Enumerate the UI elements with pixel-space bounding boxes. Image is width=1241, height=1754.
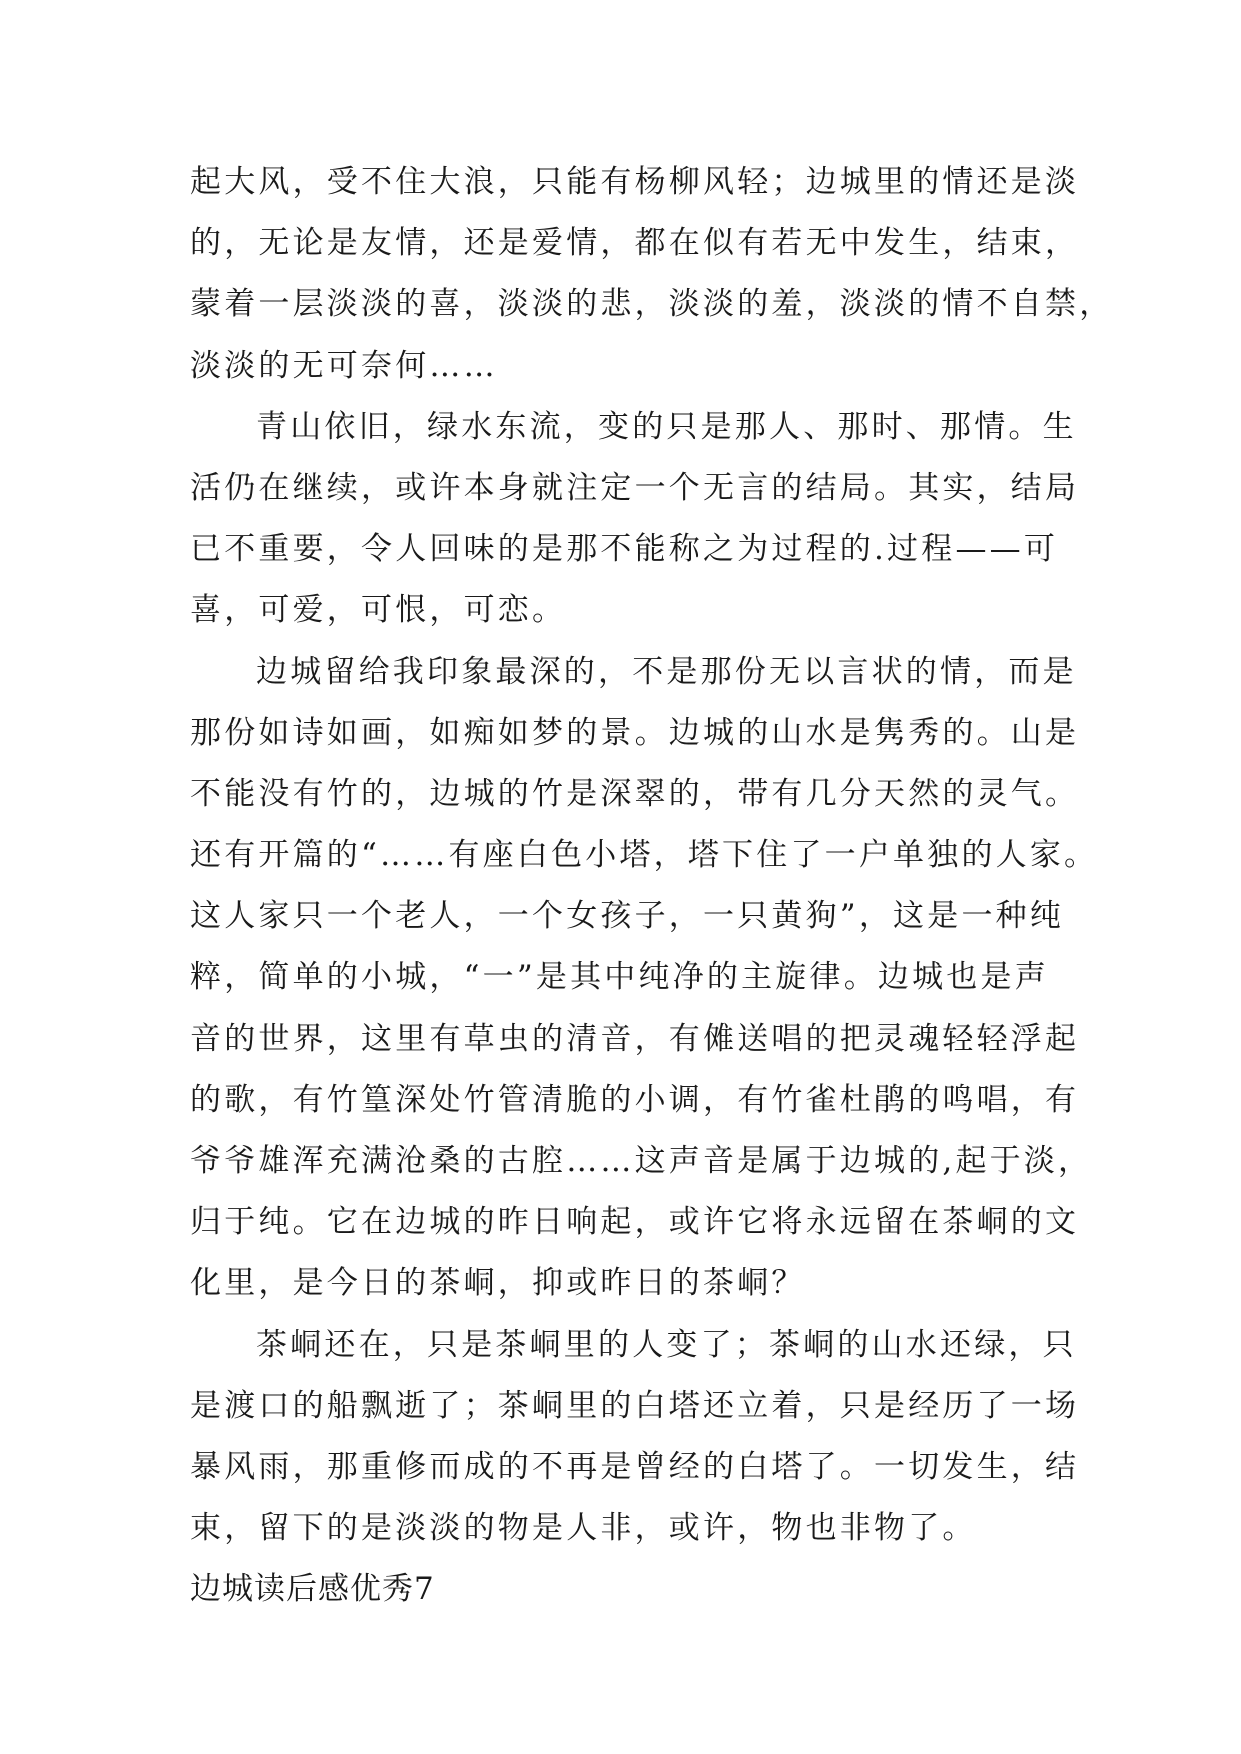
text-line: 那份如诗如画，如痴如梦的景。边城的山水是隽秀的。山是 xyxy=(190,714,1080,751)
text-line: 起大风，受不住大浪，只能有杨柳风轻；边城里的情还是淡 xyxy=(190,164,1080,200)
text-line: 不能没有竹的，边城的竹是深翠的，带有几分天然的灵气。 xyxy=(190,775,1080,812)
text-line: 束，留下的是淡淡的物是人非，或许，物也非物了。 xyxy=(190,1510,977,1547)
text-line: 是渡口的船飘逝了；茶峒里的白塔还立着，只是经历了一场 xyxy=(190,1387,1080,1424)
text-line: 粹，简单的小城，“一”是其中纯净的主旋律。边城也是声 xyxy=(190,959,1049,996)
paragraph-first-line: 青山依旧，绿水东流，变的只是那人、那时、那情。生 xyxy=(256,408,1077,445)
paragraph-first-line: 边城留给我印象最深的，不是那份无以言状的情，而是 xyxy=(256,653,1077,690)
text-line: 的歌，有竹篁深处竹管清脆的小调，有竹雀杜鹃的鸣唱，有 xyxy=(190,1081,1080,1118)
text-line: 活仍在继续，或许本身就注定一个无言的结局。其实，结局 xyxy=(190,469,1080,506)
text-line: 蒙着一层淡淡的喜，淡淡的悲，淡淡的羞，淡淡的情不自禁， xyxy=(190,286,1114,323)
text-line: 这人家只一个老人，一个女孩子，一只黄狗”，这是一种纯 xyxy=(190,898,1065,935)
text-line: 归于纯。它在边城的昨日响起，或许它将永远留在茶峒的文 xyxy=(190,1204,1080,1241)
section-heading: 边城读后感优秀7 xyxy=(190,1571,435,1608)
text-line: 音的世界，这里有草虫的清音，有傩送唱的把灵魂轻轻浮起 xyxy=(190,1020,1080,1057)
text-line: 化里，是今日的茶峒，抑或昨日的茶峒？ xyxy=(190,1265,806,1302)
text-line: 已不重要，令人回味的是那不能称之为过程的.过程——可 xyxy=(190,531,1059,568)
text-line: 淡淡的无可奈何…… xyxy=(190,347,498,384)
text-line: 暴风雨，那重修而成的不再是曾经的白塔了。一切发生，结 xyxy=(190,1448,1080,1485)
text-line: 爷爷雄浑充满沧桑的古腔……这声音是属于边城的,起于淡， xyxy=(190,1143,1093,1179)
essay-body xyxy=(190,152,1114,1621)
paragraph-first-line: 茶峒还在，只是茶峒里的人变了；茶峒的山水还绿，只 xyxy=(256,1326,1077,1363)
text-line: 还有开篇的“……有座白色小塔，塔下住了一户单独的人家。 xyxy=(190,837,1099,874)
text-line: 的，无论是友情，还是爱情，都在似有若无中发生，结束， xyxy=(190,225,1080,262)
text-line: 喜，可爱，可恨，可恋。 xyxy=(190,592,567,629)
